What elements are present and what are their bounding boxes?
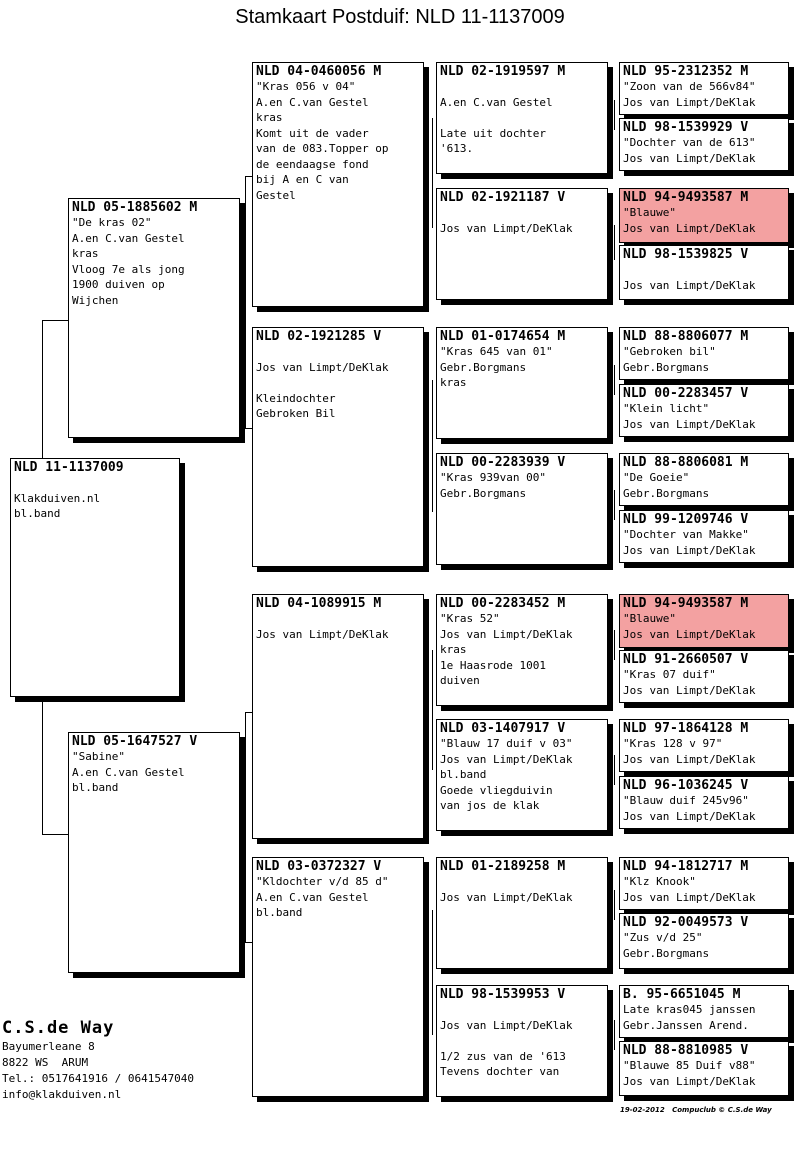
pigeon-card-gen4-4[interactable] — [619, 245, 789, 300]
pigeon-card-gen4-6[interactable] — [619, 384, 789, 437]
ring-number: NLD 00-2283457 V — [623, 386, 749, 401]
pigeon-details: "Gebroken bil" Gebr.Borgmans — [623, 345, 716, 374]
pigeon-details: "Kldochter v/d 85 d" A.en C.van Gestel bl.band — [256, 875, 389, 919]
connector-line — [614, 225, 615, 260]
pigeon-details: Jos van Limpt/DeKlak 1/2 zus van de '613 Tevens dochter van — [440, 1018, 573, 1078]
pigeon-card-subject[interactable] — [10, 458, 180, 697]
connector-line — [245, 176, 246, 318]
pigeon-details: Jos van Limpt/DeKlak — [256, 627, 389, 641]
pigeon-details: Jos van Limpt/DeKlak Kleindochter Gebroken Bil — [256, 360, 389, 420]
owner-email[interactable]: info@klakduiven.nl — [2, 1088, 122, 1101]
owner-address-line2: 8822 WS ARUM — [2, 1056, 89, 1069]
pigeon-card-dam[interactable] — [68, 732, 240, 973]
connector-line — [614, 755, 615, 785]
ring-number: NLD 02-1921187 V — [440, 190, 566, 205]
owner-address-line1: Bayumerleane 8 — [2, 1040, 95, 1053]
pigeon-details: "Kras 52" Jos van Limpt/DeKlak kras 1e Haasrode 1001 duiven — [440, 612, 573, 687]
pigeon-details: "Zus v/d 25" Gebr.Borgmans — [623, 931, 710, 960]
pigeon-details: "Blauwe" Jos van Limpt/DeKlak — [623, 612, 756, 641]
pigeon-card-gen3-7[interactable] — [436, 857, 608, 969]
pigeon-card-gen4-12[interactable] — [619, 776, 789, 829]
owner-name: C.S.de Way — [2, 1018, 115, 1038]
pigeon-card-gen4-8[interactable] — [619, 510, 789, 563]
pigeon-card-gen4-16[interactable] — [619, 1041, 789, 1096]
pigeon-card-gen3-8[interactable] — [436, 985, 608, 1097]
connector-line — [245, 176, 252, 177]
ring-number: NLD 11-1137009 — [14, 460, 124, 475]
ring-number: NLD 98-1539953 V — [440, 987, 566, 1002]
pigeon-details: Jos van Limpt/DeKlak — [440, 890, 573, 904]
ring-number: NLD 94-9493587 M — [623, 596, 749, 611]
ring-number: NLD 02-1919597 M — [440, 64, 566, 79]
pigeon-details: Klakduiven.nl bl.band — [14, 491, 101, 520]
pigeon-card-gen3-2[interactable] — [436, 188, 608, 300]
pigeon-details: "Klz Knook" Jos van Limpt/DeKlak — [623, 875, 756, 904]
pigeon-card-gen4-2[interactable] — [619, 118, 789, 171]
owner-phone: Tel.: 0517641916 / 0641547040 — [2, 1072, 195, 1085]
pigeon-details: "Blauw duif 245v96" Jos van Limpt/DeKlak — [623, 794, 756, 823]
ring-number: NLD 91-2660507 V — [623, 652, 749, 667]
connector-line — [432, 910, 433, 1035]
ring-number: NLD 00-2283939 V — [440, 455, 566, 470]
ring-number: NLD 88-8806077 M — [623, 329, 749, 344]
pigeon-details: "Kras 645 van 01" Gebr.Borgmans kras — [440, 345, 553, 389]
connector-line — [42, 320, 68, 321]
connector-line — [614, 490, 615, 520]
pigeon-details: "Kras 939van 00" Gebr.Borgmans — [440, 471, 546, 500]
connector-line — [432, 650, 433, 770]
pigeon-card-gen3-1[interactable] — [436, 62, 608, 174]
connector-line — [614, 890, 615, 920]
connector-line — [42, 320, 43, 458]
connector-line — [245, 712, 246, 852]
ring-number: NLD 04-0460056 M — [256, 64, 382, 79]
pigeon-details: "Sabine" A.en C.van Gestel bl.band — [72, 750, 185, 794]
pigeon-card-gen4-14[interactable] — [619, 913, 789, 969]
pigeon-card-gen4-13[interactable] — [619, 857, 789, 910]
connector-line — [245, 428, 252, 429]
pigeon-card-gen4-15[interactable] — [619, 985, 789, 1038]
pigeon-card-gen4-10[interactable] — [619, 650, 789, 703]
pigeon-card-sire[interactable] — [68, 198, 240, 438]
pigeon-details: "Blauw 17 duif v 03" Jos van Limpt/DeKlak bl.band Goede vliegduivin van jos de klak — [440, 737, 573, 812]
ring-number: NLD 92-0049573 V — [623, 915, 749, 930]
pigeon-details: "Kras 056 v 04" A.en C.van Gestel kras Komt uit de vader van de 083.Topper op de eendaagse fond bij A en C van Gestel — [256, 80, 389, 202]
ring-number: NLD 02-1921285 V — [256, 329, 382, 344]
page-title: Stamkaart Postduif: NLD 11-1137009 — [235, 6, 565, 28]
connector-line — [432, 380, 433, 512]
ring-number: NLD 88-8810985 V — [623, 1043, 749, 1058]
pigeon-card-gen4-3-highlighted[interactable] — [619, 188, 789, 243]
connector-line — [614, 1020, 615, 1050]
pigeon-details: "Klein licht" Jos van Limpt/DeKlak — [623, 402, 756, 431]
ring-number: NLD 97-1864128 M — [623, 721, 749, 736]
connector-line — [614, 365, 615, 395]
pigeon-details: "Zoon van de 566v84" Jos van Limpt/DeKlak — [623, 80, 756, 109]
ring-number: NLD 94-1812717 M — [623, 859, 749, 874]
connector-line — [42, 697, 43, 834]
owner-block — [2, 1017, 194, 1103]
pigeon-card-gen4-9-highlighted[interactable] — [619, 594, 789, 648]
connector-line — [614, 100, 615, 130]
connector-line — [432, 118, 433, 228]
pigeon-details: A.en C.van Gestel Late uit dochter '613. — [440, 95, 553, 155]
ring-number: NLD 01-0174654 M — [440, 329, 566, 344]
pigeon-card-gen4-11[interactable] — [619, 719, 789, 772]
connector-line — [614, 630, 615, 660]
pigeon-details: "Dochter van Makke" Jos van Limpt/DeKlak — [623, 528, 756, 557]
pigeon-card-gen3-3[interactable] — [436, 327, 608, 439]
ring-number: NLD 94-9493587 M — [623, 190, 749, 205]
pigeon-details: "Kras 07 duif" Jos van Limpt/DeKlak — [623, 668, 756, 697]
ring-number: NLD 04-1089915 M — [256, 596, 382, 611]
pigeon-details: Jos van Limpt/DeKlak — [623, 278, 756, 292]
pigeon-details: "Dochter van de 613" Jos van Limpt/DeKlak — [623, 136, 756, 165]
ring-number: NLD 95-2312352 M — [623, 64, 749, 79]
pigeon-details: "Blauwe 85 Duif v88" Jos van Limpt/DeKlak — [623, 1059, 756, 1088]
connector-line — [245, 318, 246, 428]
ring-number: B. 95-6651045 M — [623, 987, 741, 1002]
ring-number: NLD 05-1647527 V — [72, 734, 198, 749]
ring-number: NLD 98-1539929 V — [623, 120, 749, 135]
pigeon-details: Jos van Limpt/DeKlak — [440, 221, 573, 235]
ring-number: NLD 96-1036245 V — [623, 778, 749, 793]
ring-number: NLD 99-1209746 V — [623, 512, 749, 527]
pigeon-card-gen2-1[interactable] — [252, 62, 424, 307]
ring-number: NLD 88-8806081 M — [623, 455, 749, 470]
pigeon-card-gen2-2[interactable] — [252, 327, 424, 567]
pigeon-card-gen4-1[interactable] — [619, 62, 789, 115]
pigeon-details: Late kras045 janssen Gebr.Janssen Arend. — [623, 1003, 756, 1032]
pigeon-card-gen4-5[interactable] — [619, 327, 789, 380]
ring-number: NLD 03-1407917 V — [440, 721, 566, 736]
connector-line — [245, 712, 252, 713]
pigeon-card-gen3-5[interactable] — [436, 594, 608, 706]
pigeon-details: "Kras 128 v 97" Jos van Limpt/DeKlak — [623, 737, 756, 766]
pigeon-card-gen3-6[interactable] — [436, 719, 608, 831]
ring-number: NLD 03-0372327 V — [256, 859, 382, 874]
connector-line — [245, 852, 246, 942]
ring-number: NLD 01-2189258 M — [440, 859, 566, 874]
footer-credit: 19-02-2012 Compuclub © C.S.de Way — [620, 1106, 772, 1114]
pigeon-card-gen4-7[interactable] — [619, 453, 789, 506]
pigeon-card-gen2-3[interactable] — [252, 594, 424, 839]
connector-line — [42, 834, 68, 835]
pigeon-details: "De Goeie" Gebr.Borgmans — [623, 471, 710, 500]
pigeon-card-gen3-4[interactable] — [436, 453, 608, 565]
ring-number: NLD 05-1885602 M — [72, 200, 198, 215]
connector-line — [245, 942, 252, 943]
pigeon-details: "Blauwe" Jos van Limpt/DeKlak — [623, 206, 756, 235]
ring-number: NLD 00-2283452 M — [440, 596, 566, 611]
pigeon-card-gen2-4[interactable] — [252, 857, 424, 1097]
pigeon-details: "De kras 02" A.en C.van Gestel kras Vloog 7e als jong 1900 duiven op Wijchen — [72, 216, 185, 307]
ring-number: NLD 98-1539825 V — [623, 247, 749, 262]
